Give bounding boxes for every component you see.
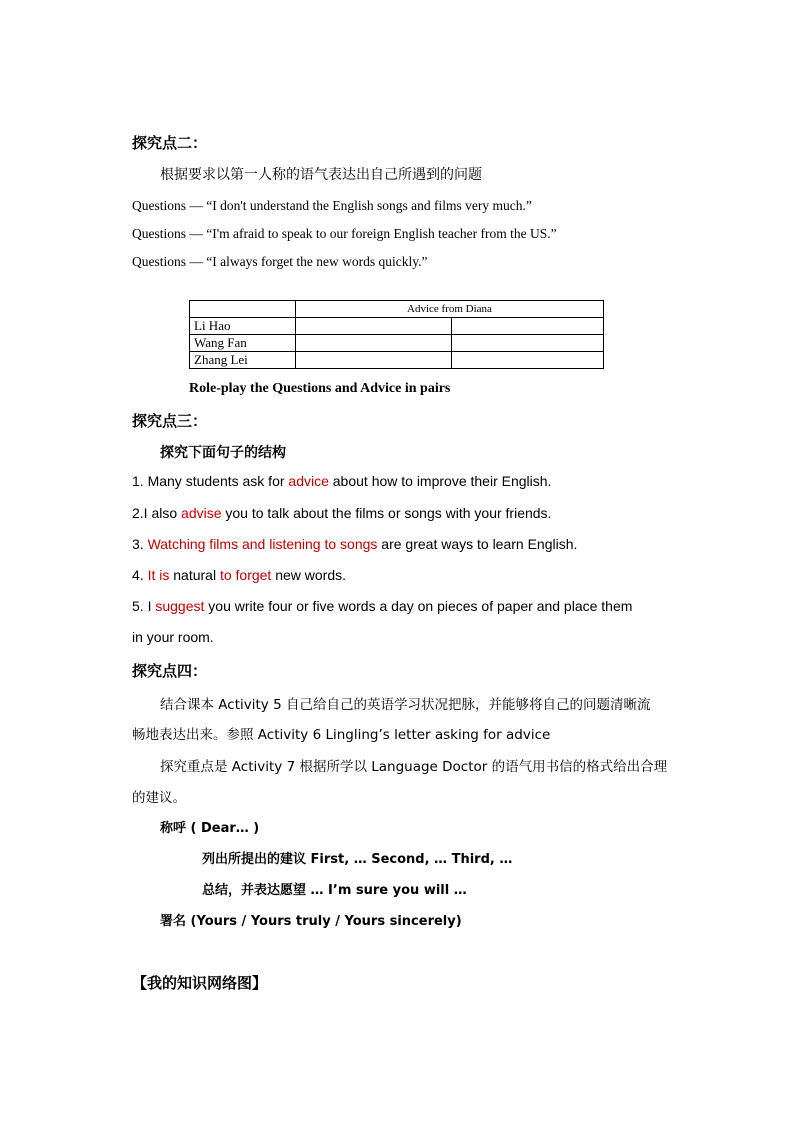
highlight-word: advice xyxy=(288,473,329,489)
highlight-word: advise xyxy=(181,505,222,521)
section2-heading: 探究点二： xyxy=(132,134,208,152)
sentence-text: you to talk about the films or songs with your friends. xyxy=(221,505,552,521)
table-row xyxy=(190,301,604,318)
row-name: Wang Fan xyxy=(190,335,296,352)
table-row xyxy=(190,335,604,352)
table-cell xyxy=(452,352,604,369)
advice-table xyxy=(189,300,604,369)
sentence-3 xyxy=(132,536,577,552)
highlight-word: suggest xyxy=(155,598,205,614)
sentence-text: are great ways to learn English. xyxy=(377,536,578,552)
table-cell xyxy=(452,335,604,352)
letter-summary: 总结，并表达愿望 … I’m sure you will … xyxy=(202,883,467,898)
section3-subheading: 探究下面句子的结构 xyxy=(160,445,286,461)
table-cell xyxy=(452,318,604,335)
sentence-5-continued: in your room. xyxy=(132,629,214,645)
question-2: Questions — “I'm afraid to speak to our foreign English teacher from the US.” xyxy=(132,226,557,241)
section4-paragraph2-line2: 的建议。 xyxy=(132,790,186,806)
table-cell xyxy=(296,352,452,369)
highlight-word: Watching films and listening to songs xyxy=(147,536,378,552)
table-row xyxy=(190,352,604,369)
section4-paragraph1-line1: 结合课本 Activity 5 自己给自己的英语学习状况把脉，并能够将自己的问题清晰流 xyxy=(160,697,651,713)
letter-signature: 署名 (Yours / Yours truly / Yours sincerely) xyxy=(160,914,462,929)
section3-heading: 探究点三： xyxy=(132,412,208,430)
roleplay-instruction: Role-play the Questions and Advice in pairs xyxy=(189,381,451,396)
sentence-text: new words. xyxy=(271,567,347,583)
sentence-text: 2.I also xyxy=(132,505,182,521)
advice-header: Advice from Diana xyxy=(296,301,604,318)
sentence-2 xyxy=(132,505,551,521)
section4-paragraph2-line1: 探究重点是 Activity 7 根据所学以 Language Doctor 的语气用书信的格式给出合理 xyxy=(160,759,668,775)
sentence-text: 3. xyxy=(132,536,148,552)
sentence-5 xyxy=(132,598,632,614)
question-3: Questions — “I always forget the new words quickly.” xyxy=(132,254,428,269)
highlight-word: It is xyxy=(147,567,170,583)
table-cell xyxy=(296,335,452,352)
table-row xyxy=(190,318,604,335)
sentence-text: 5. I xyxy=(132,598,156,614)
highlight-word: to forget xyxy=(219,567,272,583)
sentence-text: 4. xyxy=(132,567,148,583)
sentence-1 xyxy=(132,473,551,489)
sentence-4 xyxy=(132,567,346,583)
table-cell xyxy=(296,318,452,335)
letter-salutation: 称呼 ( Dear… ) xyxy=(160,821,260,836)
sentence-text: natural xyxy=(169,567,220,583)
table-cell xyxy=(190,301,296,318)
row-name: Li Hao xyxy=(190,318,296,335)
sentence-text: you write four or five words a day on pieces of paper and place them xyxy=(204,598,633,614)
question-1: Questions — “I don't understand the English songs and films very much.” xyxy=(132,198,532,213)
section4-heading: 探究点四： xyxy=(132,662,208,680)
row-name: Zhang Lei xyxy=(190,352,296,369)
section2-instruction: 根据要求以第一人称的语气表达出自己所遇到的问题 xyxy=(160,167,482,183)
knowledge-network-heading: 【我的知识网络图】 xyxy=(132,974,268,992)
section4-paragraph1-line2: 畅地表达出来。参照 Activity 6 Lingling’s letter asking for advice xyxy=(132,727,551,743)
letter-suggestions: 列出所提出的建议 First, … Second, … Third, … xyxy=(202,852,513,867)
sentence-text: 1. Many students ask for xyxy=(132,473,289,489)
sentence-text: about how to improve their English. xyxy=(328,473,552,489)
